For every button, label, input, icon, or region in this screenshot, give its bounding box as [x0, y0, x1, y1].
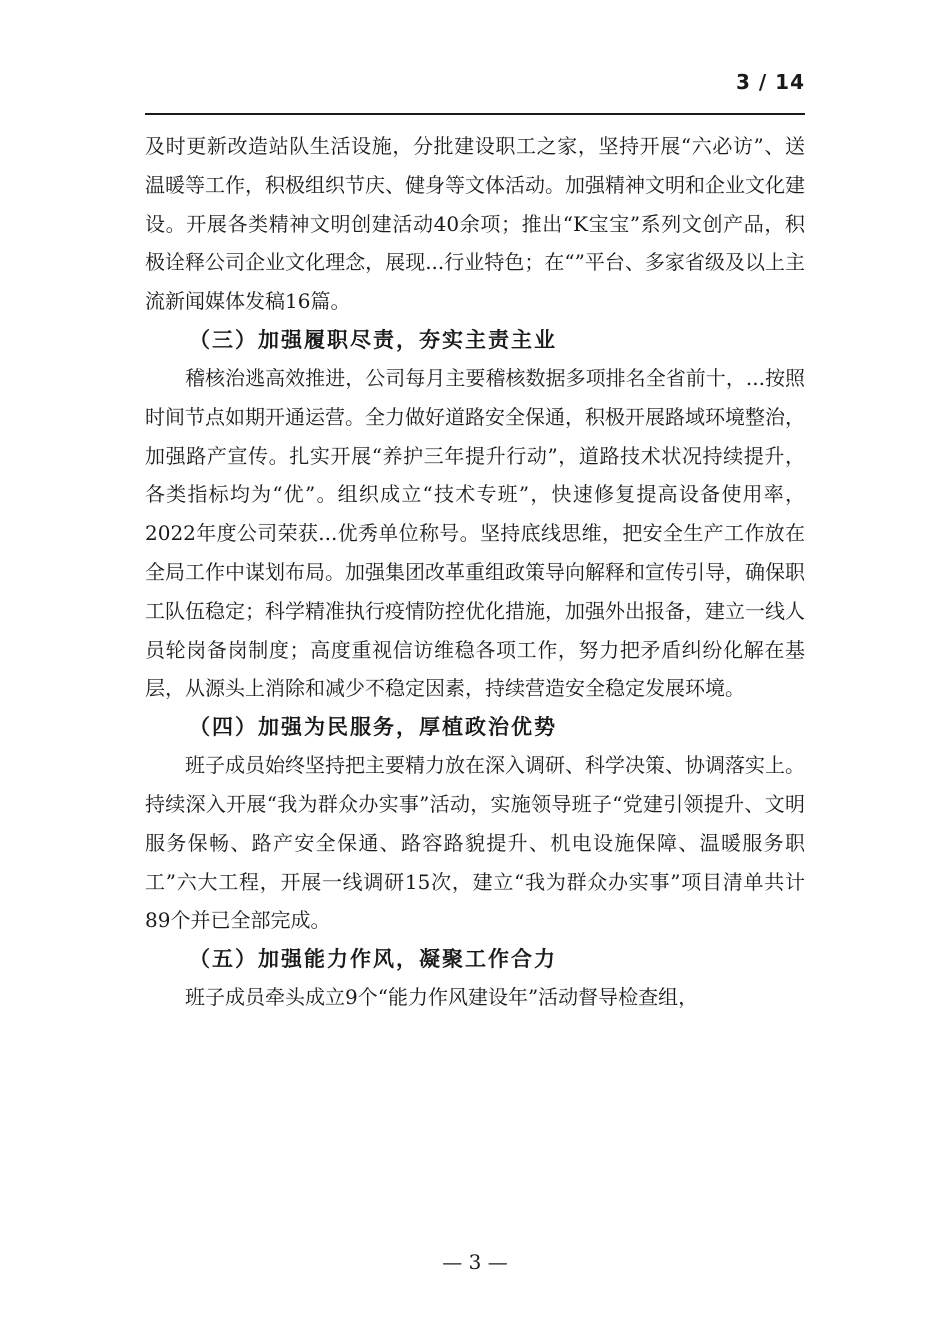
document-body: [145, 127, 805, 1017]
page-counter: 3 / 14: [736, 70, 805, 94]
paragraph-ability: 班子成员牵头成立9个“能力作风建设年”活动督导检查组，: [185, 985, 699, 1010]
header-rule: [145, 113, 805, 115]
paragraph-service: 班子成员始终坚持把主要精力放在深入调研、科学决策、协调落实上。持续深入开展“我为群众办实事”活动，实施领导班子“党建引领提升、文明服务保畅、路产安全保通、路容路貌提升、机电设施保障、温暖服务职工”六大工程，开展一线调研15次，建立“我为群众办实事”项目清单共计89个并已全部完成。: [145, 753, 805, 933]
section-heading-4: （四）加强为民服务，厚植政治优势: [189, 714, 557, 740]
section-heading-3: （三）加强履职尽责，夯实主责主业: [189, 326, 557, 352]
section-heading-5: （五）加强能力作风，凝聚工作合力: [189, 946, 557, 972]
footer-page-number: — 3 —: [442, 1250, 508, 1274]
paragraph-duty: 稽核治逃高效推进，公司每月主要稽核数据多项排名全省前十，...按照时间节点如期开通运营。全力做好道路安全保通，积极开展路域环境整治，加强路产宣传。扎实开展“养护三年提升行动”，道路技术状况持续提升，各类指标均为“优”。组织成立“技术专班”，快速修复提高设备使用率，2022年度公司荣获...优秀单位称号。坚持底线思维，把安全生产工作放在全局工作中谋划布局。加强集团改革重组政策导向解释和宣传引导，确保职工队伍稳定；科学精准执行疫情防控优化措施，加强外出报备，建立一线人员轮岗备岗制度；高度重视信访维稳各项工作，努力把矛盾纠纷化解在基层，从源头上消除和减少不稳定因素，持续营造安全稳定发展环境。: [145, 365, 805, 701]
paragraph-continued: 及时更新改造站队生活设施，分批建设职工之家，坚持开展“六必访”、送温暖等工作，积极组织节庆、健身等文体活动。加强精神文明和企业文化建设。开展各类精神文明创建活动40余项；推出“K宝宝”系列文创产品，积极诠释公司企业文化理念，展现...行业特色；在“”平台、多家省级及以上主流新闻媒体发稿16篇。: [145, 134, 805, 314]
